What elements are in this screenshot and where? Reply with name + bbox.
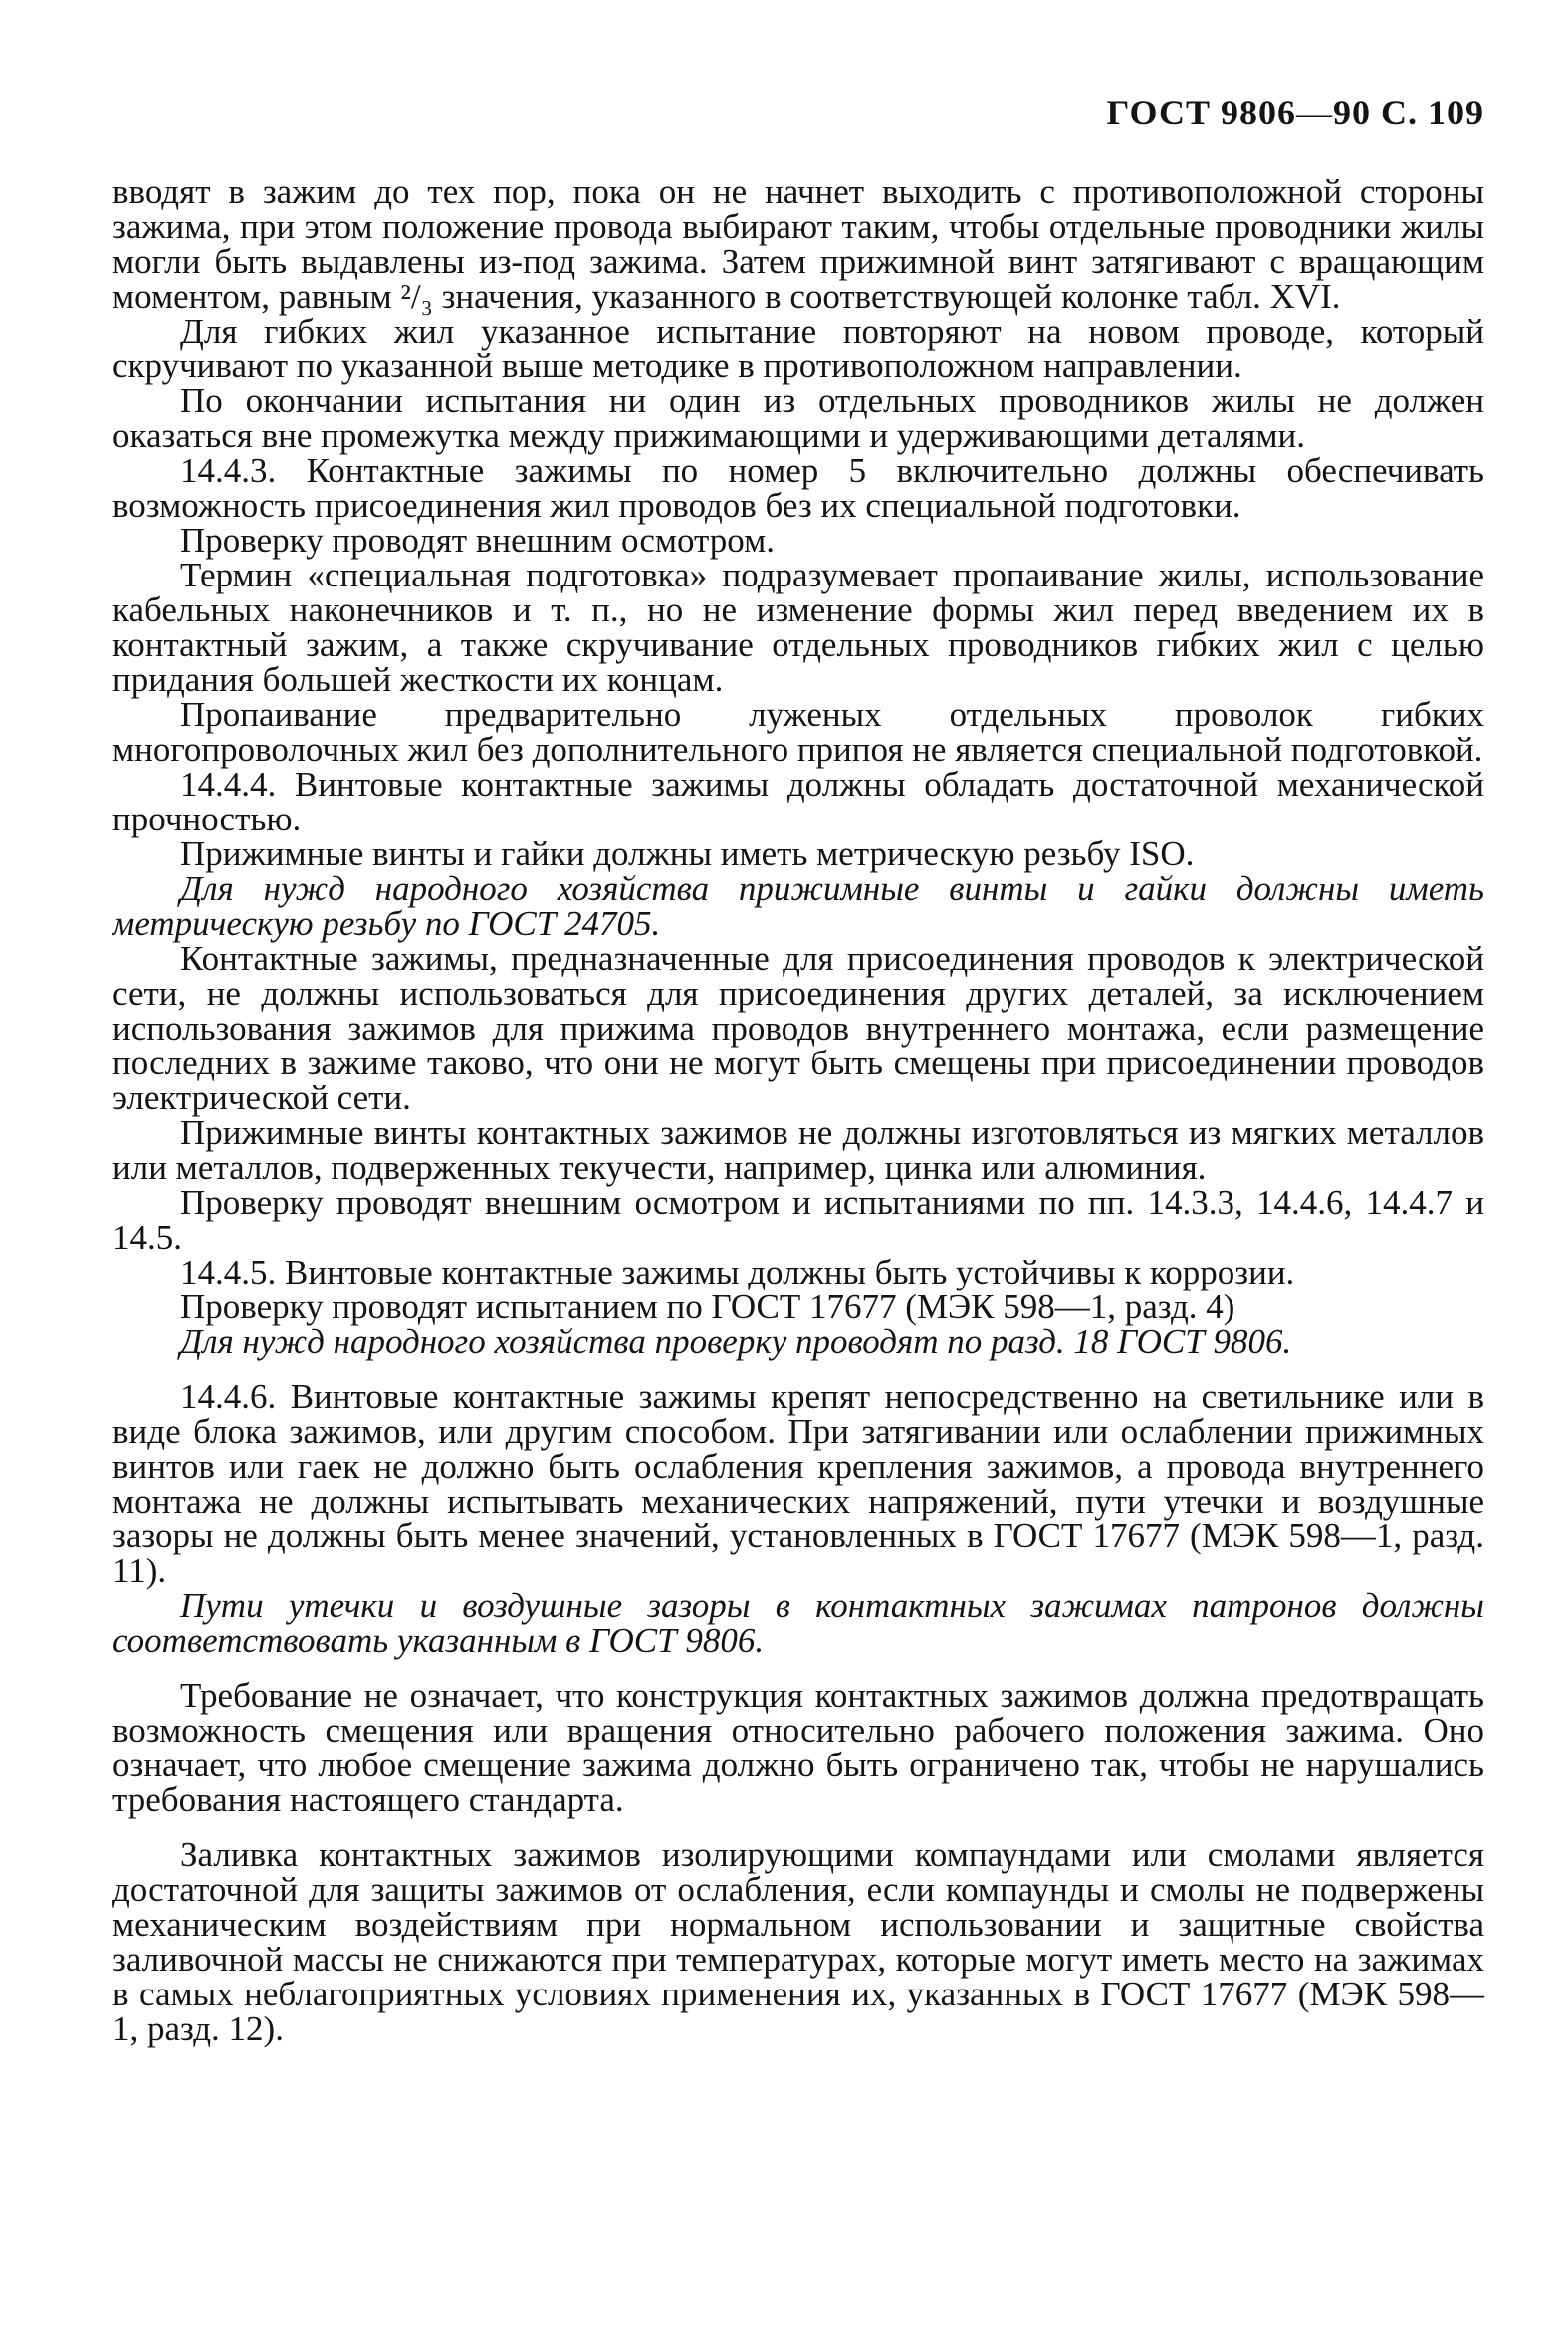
paragraph-national-note-creepage: Пути утечки и воздушные зазоры в контактных зажимах патронов должны соответствовать указанным в ГОСТ 9806. [112, 1586, 1484, 1660]
paragraph-corrosion-check: Проверку проводят испытанием по ГОСТ 17677 (МЭК 598—1, разд. 4) [180, 1288, 1235, 1326]
page-running-title: ГОСТ 9806—90 С. 109 [1106, 93, 1484, 132]
paragraph-check-visual: Проверку проводят внешним осмотром. [180, 521, 775, 560]
paragraph-terminals-usage: Контактные зажимы, предназначенные для присоединения проводов к электрической сети, не должны использоваться для присоединения других деталей, за исключением использования зажимов для прижима проводов внутреннего монтажа, если размещение последних в зажиме таково, что они не могут быть смещены при присоединении проводов электрической сети. [112, 939, 1484, 1117]
paragraph-flexible-cores: Для гибких жил указанное испытание повторяют на новом проводе, который скручивают по указанной выше методике в противоположном направлении. [112, 312, 1484, 385]
paragraph-national-note-thread: Для нужд народного хозяйства прижимные винты и гайки должны иметь метрическую резьбу по ГОСТ 24705. [112, 869, 1484, 943]
paragraph-check-tests: Проверку проводят внешним осмотром и испытаниями по пп. 14.3.3, 14.4.6, 14.4.7 и 14.5. [112, 1183, 1484, 1257]
document-body [112, 174, 1484, 2046]
paragraph-screw-materials: Прижимные винты контактных зажимов не должны изготовляться из мягких металлов или металлов, подверженных текучести, например, цинка или алюминия. [112, 1113, 1484, 1187]
paragraph-continuation: вводят в зажим до тех пор, пока он не начнет выходить с противоположной стороны зажима, при этом положение провода выбирают таким, чтобы отдельные проводники жилы могли быть выдавлены из-под зажима. Затем прижимной винт затягивают с вращающим моментом, равным ²/₃ значения, указанного в соответствующей колонке табл. XVI. [112, 172, 1484, 316]
paragraph-national-note-corrosion: Для нужд народного хозяйства проверку проводят по разд. 18 ГОСТ 9806. [180, 1322, 1292, 1361]
clause-14-4-3: 14.4.3. Контактные зажимы по номер 5 включительно должны обеспечивать возможность присоединения жил проводов без их специальной подготовки. [112, 451, 1484, 525]
paragraph-metric-thread: Прижимные винты и гайки должны иметь метрическую резьбу ISO. [180, 834, 1195, 873]
paragraph-potting-compound: Заливка контактных зажимов изолирующими компаундами или смолами является достаточной для защиты зажимов от ослабления, если компаунды и смолы не подвержены механическим воздействиям при нормальном использовании и защитные свойства заливочной массы не снижаются при температурах, которые могут иметь место на зажимах в самых неблагоприятных условиях применения их, указанных в ГОСТ 17677 (МЭК 598—1, разд. 12). [112, 1835, 1484, 2048]
paragraph-soldering: Пропаивание предварительно луженых отдельных проволок гибких многопроволочных жил без дополнительного припоя не является специальной подготовкой. [112, 695, 1484, 769]
paragraph-test-result: По окончании испытания ни один из отдельных проводников жилы не должен оказаться вне промежутка между прижимающими и удерживающими деталями. [112, 381, 1484, 455]
paragraph-requirement-meaning: Требование не означает, что конструкция контактных зажимов должна предотвращать возможность смещения или вращения относительно рабочего положения зажима. Оно означает, что любое смещение зажима должно быть ограничено так, чтобы не нарушались требования настоящего стандарта. [112, 1676, 1484, 1819]
clause-14-4-4: 14.4.4. Винтовые контактные зажимы должны обладать достаточной механической прочностью. [112, 765, 1484, 838]
clause-14-4-6: 14.4.6. Винтовые контактные зажимы крепят непосредственно на светильнике или в виде блока зажимов, или другим способом. При затягивании или ослаблении прижимных винтов или гаек не должно быть ослабления крепления зажимов, а провода внутреннего монтажа не должны испытывать механических напряжений, пути утечки и воздушные зазоры не должны быть менее значений, установленных в ГОСТ 17677 (МЭК 598—1, разд. 11). [112, 1377, 1484, 1590]
clause-14-4-5: 14.4.5. Винтовые контактные зажимы должны быть устойчивы к коррозии. [180, 1253, 1295, 1291]
paragraph-special-preparation: Термин «специальная подготовка» подразумевает пропаивание жилы, использование кабельных наконечников и т. п., но не изменение формы жил перед введением их в контактный зажим, а также скручивание отдельных проводников гибких жил с целью придания большей жесткости их концам. [112, 556, 1484, 699]
